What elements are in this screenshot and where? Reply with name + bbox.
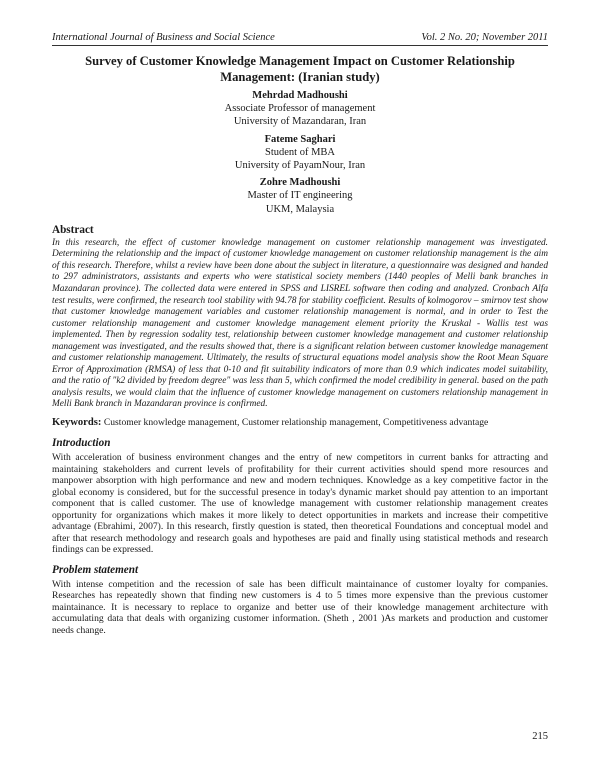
abstract-text: In this research, the effect of customer knowledge management on customer relationship management was investigated. Determining the relationship and the impact of customer knowledge management on customer relationship management is the aim of this research. Therefore, whilst a review have been done about the subject in literature, a questionnaire was designed and handed to 297 administrators, assistants and experts who were statistical society members (1440 peoples of Melli bank branches in Mazandaran province). The collected data were entered in SPSS and LISREL software then coding and analyzed. Cronbach Alfa test results, were confirmed, the research tool stability with 94.78 for stability coefficient. Results of kolmogorov – smirnov test show that customer knowledge management variables and customer relationship management is normal, and in order to Test the customer relationship management and customer knowledge management element priority the Kruskal - Wallis test was implemented. Then by regression sodality test, relationship between customer knowledge management and customer relationship management was investigated, and the results showed that, there is a significant relation between customer knowledge management and customer relationship management. Ultimately, the results of structural equations model analysis show the Root Mean Square Error of Approximation (RMSA) of less that 0-10 and fit suitability indicators of more than 0.9 which indicates model suitability, and the ratio of "k2 divided by freedom degree" was less than 5, which confirmed the model credibility in general. based on the path analysis results, we would claim that the influence of customer knowledge management on customers relationship management in Melli Bank branch in Mazandaran province is confirmed. <box>52 237 548 410</box>
journal-name: International Journal of Business and Social Science <box>52 32 275 43</box>
author-name: Mehrdad Madhoushi <box>252 90 348 101</box>
author-role: Master of IT engineering <box>247 190 353 202</box>
author-block-2 <box>52 133 548 173</box>
paper-title: Survey of Customer Knowledge Management Impact on Customer Relationship Management: (Iranian study) <box>85 54 515 84</box>
abstract-heading: Abstract <box>52 223 94 236</box>
author-role: Student of MBA <box>264 146 335 158</box>
problem-statement-heading: Problem statement <box>52 563 139 576</box>
author-block-3 <box>52 176 548 216</box>
paper-page <box>52 32 548 636</box>
issue-info: Vol. 2 No. 20; November 2011 <box>421 32 548 43</box>
introduction-heading: Introduction <box>52 437 111 450</box>
keywords-text: Customer knowledge management, Customer relationship management, Competitiveness advantage <box>103 417 489 429</box>
page-number: 215 <box>532 731 548 742</box>
author-affiliation: University of PayamNour, Iran <box>234 160 366 172</box>
author-block-1 <box>52 89 548 129</box>
author-affiliation: University of Mazandaran, Iran <box>233 116 367 128</box>
author-affiliation: UKM, Malaysia <box>265 203 335 215</box>
problem-statement-text: With intense competition and the recession of sale has been difficult maintainance of customer loyalty for companies. Researches has repeatedly shown that finding new customers is 4 to 5 times more expensive than the previous customer maintainance. It is necessary to replace to organize and better use of their knowledge management architecture with accumulating data that deals with organizing customer information. (Sheth , 2001 )As markets and production and customer needs change. <box>52 578 548 636</box>
author-role: Associate Professor of management <box>224 103 376 115</box>
running-header <box>52 32 548 46</box>
author-name: Fateme Saghari <box>264 133 336 145</box>
keywords-label: Keywords: <box>52 417 102 429</box>
introduction-text: With acceleration of business environment changes and the entry of new competitors in current banks for attracting and maintaining stakeholders and current levels of profitability for their current activities should spend more resources and manpower absorption with high performance and new and modern techniques. Knowledge as a key competitive factor in the global economy is considered, but for the successful presence in today's dynamic market should pay attention to an important component that is called customer. The use of knowledge management with customer relationship management creates opportunity for organizations which makes it more likely to detect opportunities in markets and increase their competitive advantage (Ebrahimi, 2007). In this research, firstly question is stated, then theoretical Foundations and conceptual model and after that research methodology and research goals and hypotheses are paid and finally using statistical methods and research findings can be expressed. <box>52 452 548 556</box>
keywords-line <box>52 417 548 429</box>
author-name: Zohre Madhoushi <box>259 177 341 189</box>
